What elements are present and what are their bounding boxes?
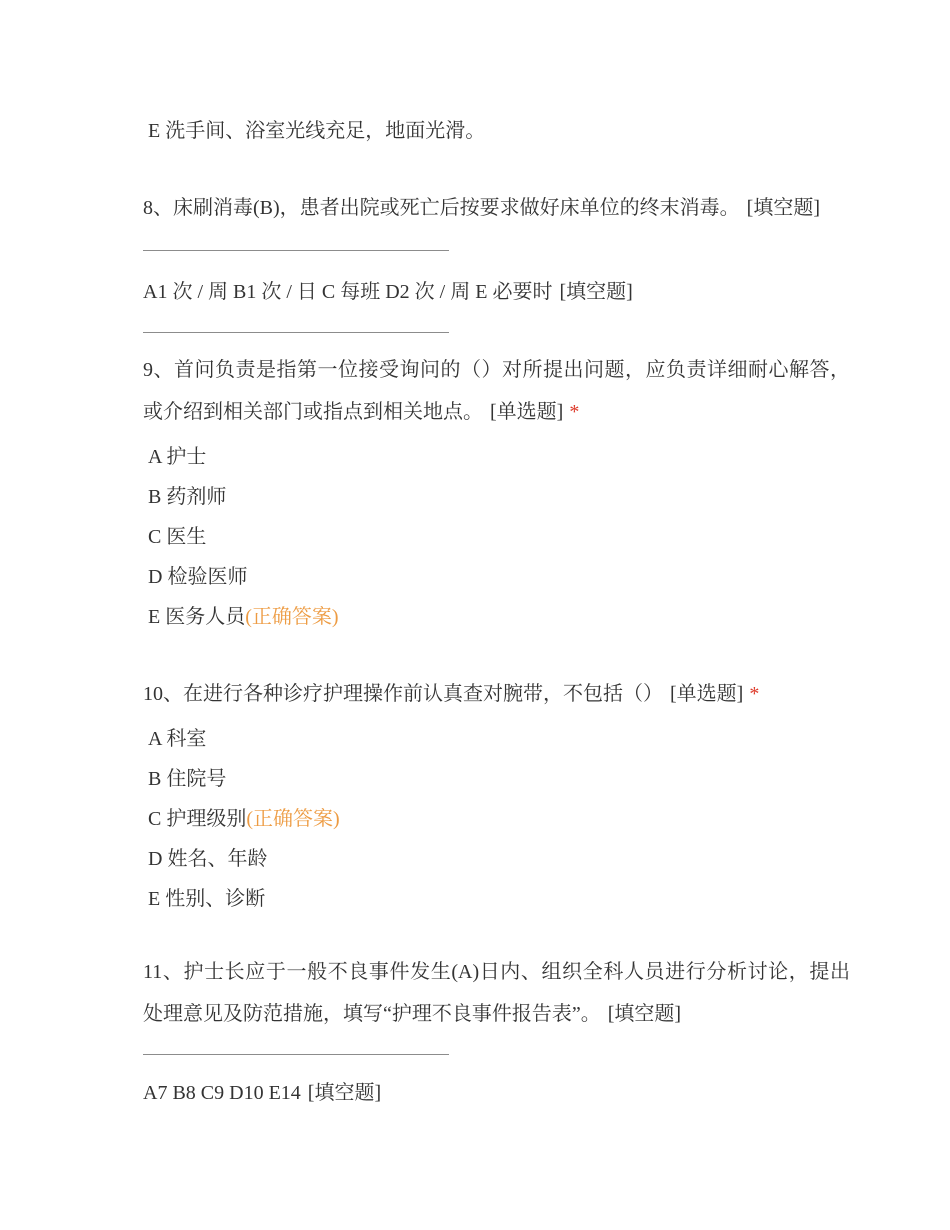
- question-10-option-c: [143, 799, 850, 839]
- option-label: C 护理级别: [148, 808, 247, 830]
- question-10-options: [143, 719, 850, 919]
- fill-blank-underline-1: [143, 250, 449, 251]
- option-label: D 姓名、年龄: [148, 848, 268, 870]
- option-label: A 护士: [148, 446, 207, 468]
- question-9-text: 9、首问负责是指第一位接受询问的（）对所提出问题，应负责详细耐心解答，或介绍到相关部门或指点到相关地点。: [143, 359, 850, 423]
- option-label: B 住院号: [148, 768, 227, 790]
- option-label: A 科室: [148, 728, 207, 750]
- question-8: [143, 187, 850, 229]
- question-9-options: [143, 437, 850, 637]
- question-8-answer-options-text: A1 次 / 周 B1 次 / 日 C 每班 D2 次 / 周 E 必要时: [143, 281, 553, 303]
- correct-answer-label: (正确答案): [245, 606, 339, 628]
- question-9-type-tag: [单选题]: [490, 401, 564, 423]
- question-11-answer-options-text: A7 B8 C9 D10 E14: [143, 1082, 301, 1104]
- fill-blank-underline-3: [143, 1054, 449, 1055]
- question-10-text: 10、在进行各种诊疗护理操作前认真查对腕带，不包括（）: [143, 683, 663, 705]
- question-10-option-e: [143, 879, 850, 919]
- required-asterisk: *: [749, 683, 760, 705]
- prev-question-option-e: E 洗手间、浴室光线充足，地面光滑。: [148, 120, 486, 142]
- question-8-answer-type-tag: [填空题]: [559, 281, 633, 303]
- question-11-type-tag: [填空题]: [607, 1003, 682, 1025]
- required-asterisk: *: [569, 401, 580, 423]
- question-9-option-d: [143, 557, 850, 597]
- question-11-answer-options: [143, 1072, 850, 1114]
- question-10: [143, 673, 850, 715]
- question-9-option-e: [143, 597, 850, 637]
- question-10-option-a: [143, 719, 850, 759]
- question-10-option-d: [143, 839, 850, 879]
- option-label: C 医生: [148, 526, 207, 548]
- question-8-text: 8、床刷消毒(B)，患者出院或死亡后按要求做好床单位的终末消毒。: [143, 197, 740, 219]
- question-10-type-tag: [单选题]: [670, 683, 744, 705]
- question-8-type-tag: [填空题]: [746, 197, 820, 219]
- option-label: E 医务人员: [148, 606, 246, 628]
- question-10-option-b: [143, 759, 850, 799]
- question-11: [143, 951, 850, 1035]
- question-9-option-c: [143, 517, 850, 557]
- option-label: E 性别、诊断: [148, 888, 266, 910]
- option-label: B 药剂师: [148, 486, 227, 508]
- question-9-option-a: [143, 437, 850, 477]
- question-9-option-b: [143, 477, 850, 517]
- question-8-answer-options: [143, 271, 850, 313]
- question-9: [143, 349, 850, 433]
- correct-answer-label: (正确答案): [246, 808, 340, 830]
- option-label: D 检验医师: [148, 566, 248, 588]
- question-11-text: 11、护士长应于一般不良事件发生(A)日内、组织全科人员进行分析讨论，提出处理意见及防范措施，填写“护理不良事件报告表”。: [143, 961, 850, 1025]
- fill-blank-underline-2: [143, 332, 449, 333]
- question-11-answer-type-tag: [填空题]: [307, 1082, 382, 1104]
